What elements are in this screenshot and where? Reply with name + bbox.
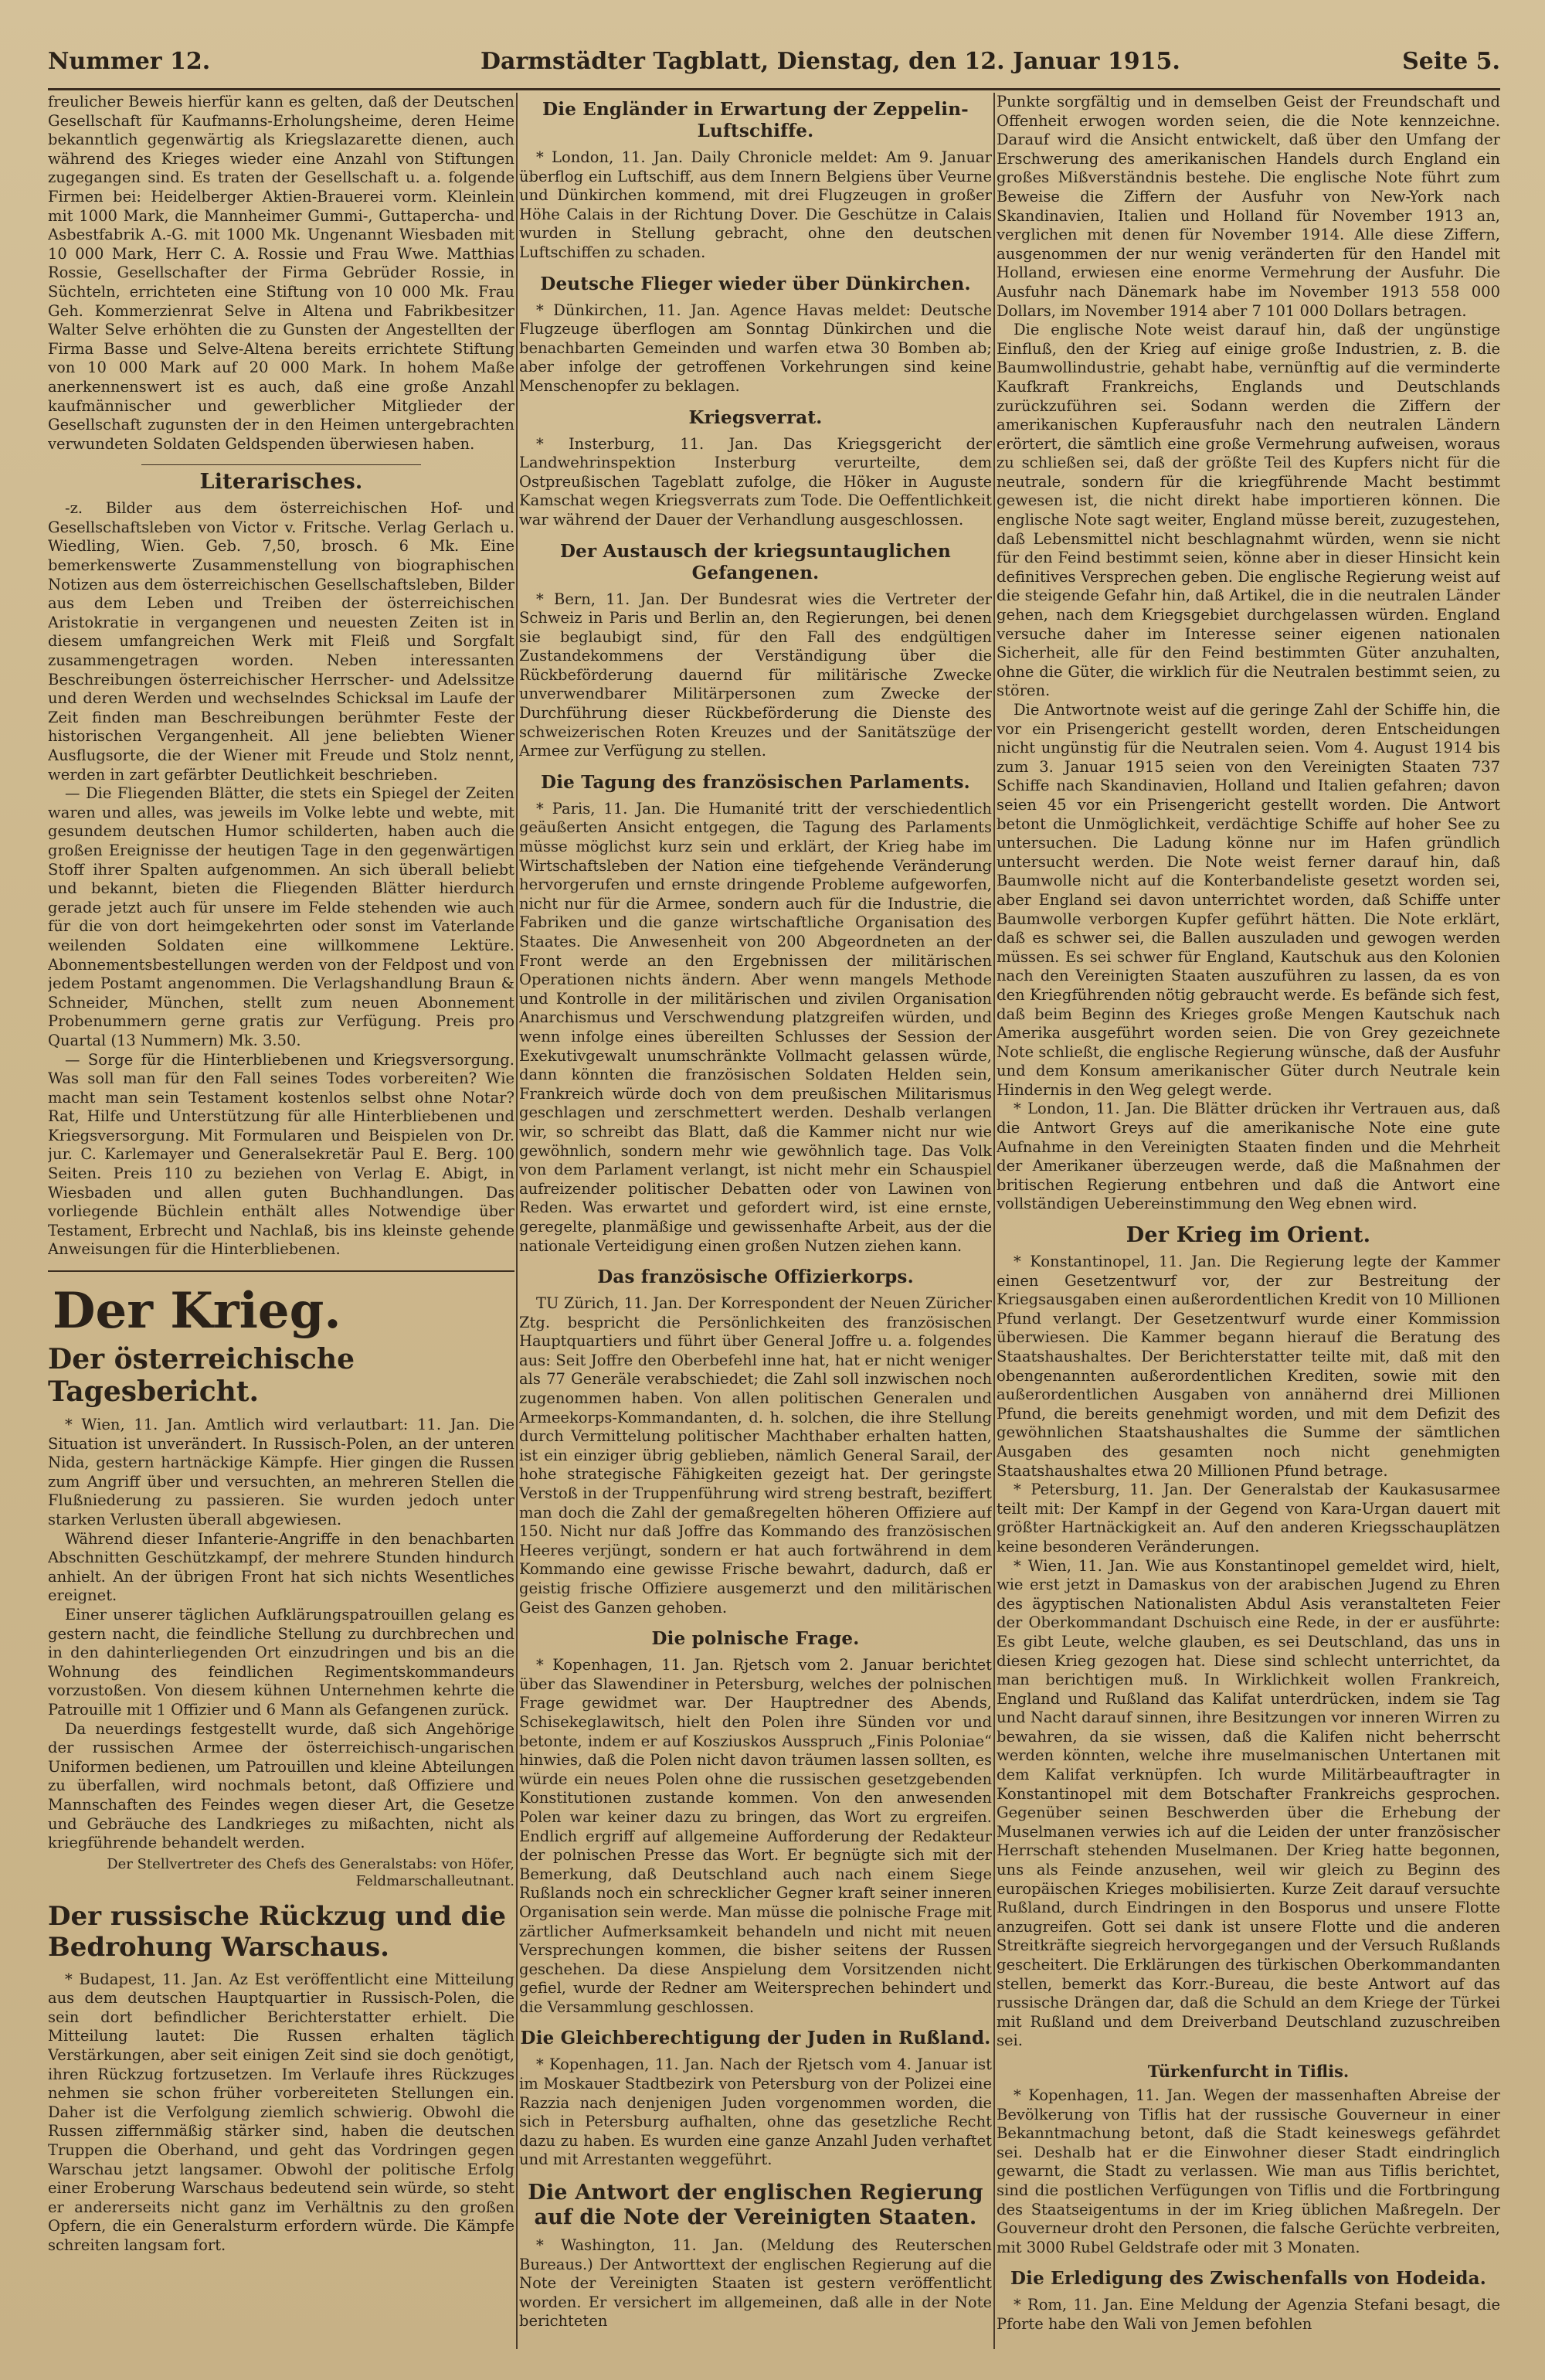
article-heading: Deutsche Flieger wieder über Dünkirchen.: [540, 273, 971, 294]
article-oesterreichischer-tagesbericht: [48, 1343, 514, 1890]
article-text: * Budapest, 11. Jan. Az Est veröffentlicht eine Mitteilung aus dem deutschen Hauptquartier in Russisch-Polen, die sein dort befindlicher Berichterstatter erhielt. Die Mitteilung lautet: Die Russen erhalten täglich Verstärkungen, aber seit einigen Zeit sind sie doch genötigt, ihren Rückzug fortzusetzen. Im Verlaufe ihres Rückzuges nehmen sie schon früher vorbereiteten Stellungen ein. Daher ist die Verfolgung ziemlich schwierig. Obwohl die Russen ziffernmäßig stärker sind, haben die deutschen Truppen die Oberhand, und geht das Vordringen gegen Warschau jetzt langsamer. Obwohl der politische Erfolg einer Eroberung Warschaus bedeutend sein würde, so steht er andererseits nicht ganz im Verhältnis zu den großen Opfern, die ein Generalsturm erfordern würde. Die Kämpfe schreiten langsam fort.: [48, 1970, 514, 2254]
article-text: * Paris, 11. Jan. Die Humanité tritt der verschiedentlich geäußerten Ansicht entgegen, die Tagung des Parlaments müsse möglichst kurz sein und erklärt, der Krieg habe im Wirtschaftsleben der Nation eine tiefgehende Veränderung hervorgerufen und ernste dringende Probleme aufgeworfen, nicht nur für die Armee, sondern auch für die Industrie, die Fabriken und die ganze wirtschaftliche Organisation des Staates. Die Anwesenheit von 200 Abgeordneten an der Front werde an den Ergebnissen der militärischen Operationen nichts ändern. Aber wenn mangels Methode und Kontrolle in der militärischen und zivilen Organisation Anarchismus und Verschwendung platzgreifen würden, und wenn infolge eines übereilten Schlusses der Session der Exekutivgewalt unumschränkte Vollmacht gelassen würde, dann könnten die französischen Soldaten Helden sein, Frankreich würde doch von dem preußischen Militarismus geschlagen und zerschmettert werden. Deshalb verlangen wir, so schreibt das Blatt, daß die Kammer nicht nur wie gewöhnlich, sondern mehr wie gewöhnlich tage. Das Volk von dem Parlament verlangt, ist nicht mehr ein Schauspiel aufreizender politischer Debatten oder von Lawinen von Reden. Was erwartet und gefordert wird, ist eine ernste, geregelte, planmäßige und gewissenhafte Arbeit, aus der die nationale Verteidigung einen großen Nutzen ziehen kann.: [519, 799, 992, 1255]
article-text: * Kopenhagen, 11. Jan. Wegen der massenhaften Abreise der Bevölkerung von Tiflis hat der russische Gouverneur in einer Bekanntmachung betont, daß die Stadt keineswegs gefährdet sei. Deshalb hat er die Einwohner dieser Stadt eindringlich gewarnt, die Stadt zu verlassen. Wie man aus Tiflis berichtet, sind die postlichen Verfügungen von Tiflis und die Fortbringung des Staatseigentums in der im Krieg üblichen Maßregeln. Der Gouverneur droht den Personen, die falsche Gerüchte verbreiten, mit 3000 Rubel Geldstrafe oder mit 3 Monaten.: [997, 2086, 1500, 2256]
article-text: * Kopenhagen, 11. Jan. Rjetsch vom 2. Januar berichtet über das Slawendiner in Petersburg, welches der polnischen Frage gewidmet war. Der Hauptredner des Abends, Schisekeglawitsch, hielt den Polen ihre Sünden vor und betonte, indem er auf Kosziuskos Ausspruch „Finis Poloniae“ hinwies, daß die Polen nicht davon träumen lassen sollten, es würde ein neues Polen ohne die russischen gesetzgebenden Konstitutionen zustande kommen. Von den anwesenden Polen war keiner dazu zu bringen, das Wort zu ergreifen. Endlich ergriff auf allgemeine Aufforderung der Redakteur der polnischen Presse das Wort. Er begnügte sich mit der Bemerkung, daß Deutschland auch nach einem Siege Rußlands noch ein schrecklicher Gegner kraft seiner inneren Organisation sein werde. Man müsse die polnische Frage mit zärtlicher Aufmerksamkeit behandeln und nicht mit neuen Versprechungen kommen, die bisher seitens der Russen geschehen. Da diese Anspielung dem Vorsitzenden nicht gefiel, wurde der Redner am Weitersprechen behindert und die Versammlung geschlossen.: [519, 1656, 992, 2016]
article-juden: [519, 2028, 992, 2170]
column-rule-2: [993, 93, 995, 2349]
masthead: Darmstädter Tagblatt, Dienstag, den 12. Januar 1915.: [480, 48, 1180, 75]
page-header: [48, 45, 1500, 90]
article-heading: Der Austausch der kriegsuntauglichen Gefangenen.: [560, 540, 951, 583]
column-2: [519, 93, 992, 2349]
article-text: Die Antwortnote weist auf die geringe Zahl der Schiffe hin, die vor ein Prisengericht gestellt worden, deren Entscheidungen nicht ungünstig für die Neutralen seien. Vom 4. August 1914 bis zum 3. Januar 1915 seien von den Vereinigten Staaten 737 Schiffe nach Skandinavien, Holland und Italien gefahren; davon seien 45 vor ein Prisengericht gestellt worden. Die Antwort betont die Unmöglichkeit, verdächtige Schiffe auf hoher See zu untersuchen. Die Ladung könne nur im Hafen gründlich untersucht werden. Die Note weist ferner darauf hin, daß Baumwolle nicht auf die Konterbandeliste gesetzt worden sei, aber England sei davon unterrichtet worden, daß Schiffe unter Baumwolle verborgen Kupfer geführt hätten. Die Note erklärt, daß es schwer sei, die Ballen auszuladen und gewogen werden müssen. Es sei schwer für England, Kautschuk aus den Kolonien nach den Vereinigten Staaten auszuführen zu lassen, da es von den Kriegführenden nötig gebraucht werde. Es befände sich fest, daß beim Beginn des Krieges große Mengen Kautschuk nach Amerika ausgeführt worden seien. Die von Grey gezeichnete Note schließt, die englische Regierung wünsche, daß der Ausfuhr und dem Konsum amerikanischer Güter durch Neutrale kein Hindernis in den Weg gelegt werde.: [997, 701, 1500, 1099]
article-text: Die englische Note weist darauf hin, daß der ungünstige Einfluß, den der Krieg auf einige große Industrien, z. B. die Baumwollindustrie, gehabt habe, vernünftig auf die verminderte Kaufkraft Frankreichs, Englands und Deutschlands zurückzuführen sei. Sodann werden die Ziffern der amerikanischen Kupferausfuhr nach den neutralen Ländern erörtert, die sämtlich eine große Vermehrung aufweisen, woraus zu schließen sei, daß der größte Teil des Kupfers nicht für die neutrale, sondern für die kriegführende Macht bestimmt gewesen ist, die nicht direkt habe importieren können. Die englische Note sagt weiter, England müsse bereit, zuzugestehen, daß Lebensmittel nicht beschlagnahmt würden, wenn sie nicht für den Feind bestimmt seien, könne aber in dieser Hinsicht kein definitives Versprechen geben. Die englische Regierung weist auf die steigende Gefahr hin, daß Artikel, die in die neutralen Länder gehen, nach dem Kriegsgebiet durchgelassen würden. England versuche daher im Interesse seiner eigenen nationalen Sicherheit, alle für den Feind bestimmten Güter anzuhalten, ohne die Güter, die wirklich für die Neutralen bestimmt seien, zu stören.: [997, 321, 1500, 700]
article-heading: Die Erledigung des Zwischenfalls von Hodeida.: [1010, 2268, 1486, 2290]
article-text: Punkte sorgfältig und in demselben Geist der Freundschaft und Offenheit erwogen worden seien, die die Note kennzeichne. Darauf wird die Ansicht entwickelt, daß über den Umfang der Erschwerung des amerikanischen Handels durch England ein großes Mißverständnis bestehe. Die englische Note führt zum Beweise die Ziffern der Ausfuhr von New-York nach Skandinavien, Italien und Holland für November 1913 an, verglichen mit denen für November 1914. Alle diese Ziffern, ausgenommen der nur wenig veränderten für den Handel mit Holland, erwiesen eine enorme Vermehrung der Ausfuhr. Die Ausfuhr nach Dänemark habe im November 1913 558 000 Dollars, im November 1914 aber 7 101 000 Dollars betragen.: [997, 93, 1500, 320]
article-antwort-note-continued: [997, 93, 1500, 1214]
article-flieger: [519, 274, 992, 396]
article-heading: Der österreichische Tagesbericht.: [48, 1343, 355, 1409]
article-text: freulicher Beweis hierfür kann es gelten, daß der Deutschen Gesellschaft für Kaufmanns-Erholungsheime, deren Heime bekanntlich gegenwärtig als Kriegslazarette dienen, auch während des Krieges wieder eine Anzahl von Stiftungen zugegangen sind. Es traten der Gesellschaft u. a. folgende Firmen bei: Heidelberger Aktien-Brauerei vorm. Kleinlein mit 1000 Mark, die Mannheimer Gummi-, Guttapercha- und Asbestfabrik A.-G. mit 1000 Mk. Ungenannt Wiesbaden mit 10 000 Mark, Herr C. A. Rossie und Frau Wwe. Matthias Rossie, Gesellschafter der Firma Gebrüder Rossie, in Süchteln, errichteten eine Stiftung von 10 000 Mk. Frau Geh. Kommerzienrat Selve in Altena und Fabrikbesitzer Walter Selve erhöhten die zu Gunsten der Angestellten der Firma Basse und Selve-Altena bereits errichtete Stiftung von 10 000 Mark auf 20 000 Mark. In hohem Maße anerkennenswert ist es auch, daß eine große Anzahl kaufmännischer und gewerblicher Mitglieder der Gesellschaft zugunsten der in den Heimen untergebrachten verwundeten Soldaten Geldspenden überwiesen haben.: [48, 93, 514, 453]
article-heading: Der russische Rückzug und die Bedrohung Warschaus.: [48, 1900, 506, 1963]
article-heading: Die Tagung des französischen Parlaments.: [541, 771, 970, 793]
divider: [141, 464, 421, 465]
article-text: * Petersburg, 11. Jan. Der Generalstab der Kaukasusarmee teilt mit: Der Kampf in der Gegend von Kara-Urgan dauert mit größter Hartnäckigkeit an. Auf den anderen Kriegsschauplätzen keine besonderen Veränderungen.: [997, 1481, 1500, 1556]
article-heading: Kriegsverrat.: [688, 406, 823, 428]
article-text: * Konstantinopel, 11. Jan. Die Regierung legte der Kammer einen Gesetzentwurf vor, der zur Bestreitung der Kriegsausgaben einen außerordentlichen Kredit von 10 Millionen Pfund verlangt. Der Gesetzentwurf wurde einer Kommission überwiesen. Die Kammer begann hierauf die Beratung des Staatshaushaltes. Der Berichterstatter teilte mit, daß mit den obengenannten außerordentlichen Krediten, sowie mit den außerordentlichen Ausgaben von annähernd drei Millionen Pfund, die bereits genehmigt worden, und mit dem Defizit des gewöhnlichen Staatshaushaltes die Summe der sämtlichen Ausgaben des gesamten noch nicht genehmigten Staatshaushaltes etwa 20 Millionen Pfund betrage.: [997, 1253, 1500, 1480]
article-heading: Die Gleichberechtigung der Juden in Rußland.: [520, 2028, 991, 2049]
article-text: * Rom, 11. Jan. Eine Meldung der Agenzia Stefani besagt, die Pforte habe den Wali von Jemen befohlen: [997, 2296, 1500, 2333]
article-erholungsheime: [48, 93, 514, 454]
article-kriegsverrat: [519, 407, 992, 530]
article-literarisches: [48, 471, 514, 1260]
article-heading: Das französische Offizierkorps.: [597, 1266, 914, 1288]
article-parlament: [519, 772, 992, 1256]
article-text: Da neuerdings festgestellt wurde, daß sich Angehörige der russischen Armee der österreichisch-ungarischen Uniformen bedienen, um Patrouillen und kleine Abteilungen zu überfallen, wird nochmals betont, daß Offiziere und Mannschaften des Feindes wegen dieser Art, die Gesetze und Gebräuche des Landkrieges zu mißachten, nicht als kriegführende behandelt werden.: [48, 1719, 514, 1852]
article-polnische-frage: [519, 1628, 992, 2017]
column-rule-1: [516, 93, 518, 2349]
article-heading: Die polnische Frage.: [651, 1628, 860, 1650]
article-text: — Sorge für die Hinterbliebenen und Kriegsversorgung. Was soll man für den Fall seines Todes vorbereiten? Wie macht man sein Testament kostenlos selbst ohne Notar? Rat, Hilfe und Unterstützung für alle Hinterbliebenen und Kriegsversorgung. Mit Formularen und Beispielen von Dr. jur. C. Karlemayer und Generalsekretär Paul E. Berg. 100 Seiten. Preis 110 zu beziehen von Verlag E. Abigt, in Wiesbaden und allen guten Buchhandlungen. Das vorliegende Büchlein enthält alles Notwendige über Testament, Erbrecht und Nachlaß, bis ins kleinste gehende Anweisungen für die Hinterbliebenen.: [48, 1050, 514, 1259]
article-text: * Washington, 11. Jan. (Meldung des Reuterschen Bureaus.) Der Antworttext der englischen Regierung auf die Note der Vereinigten Staaten ist gestern veröffentlicht worden. Er versichert im allgemeinen, daß alle in der Note berichteten: [519, 2236, 992, 2331]
article-text: * Wien, 11. Jan. Amtlich wird verlautbart: 11. Jan. Die Situation ist unverändert. In Russisch-Polen, an der unteren Nida, gestern hartnäckige Kämpfe. Hier gingen die Russen zum Angriff über und versuchten, an mehreren Stellen die Flußniederung zu passieren. Sie wurden jedoch unter starken Verlusten überall abgewiesen.: [48, 1416, 514, 1528]
article-antwort-note: [519, 2181, 992, 2331]
article-heading: Die Engländer in Erwartung der Zeppelin-Luftschiffe.: [542, 99, 969, 141]
article-austausch: [519, 541, 992, 761]
article-text: TU Zürich, 11. Jan. Der Korrespondent der Neuen Züricher Ztg. bespricht die Persönlichkeiten des französischen Hauptquartiers und führt über General Joffre u. a. folgendes aus: Seit Joffre den Oberbefehl inne hat, hat er nicht weniger als 77 Generäle verabschiedet; die Zahl soll inzwischen noch zugenommen haben. Von allen politischen Generalen und Armeekorps-Kommandanten, d. h. solchen, die ihre Stellung durch Vermittelung politischer Machthaber erhalten hatten, ist ein einziger übrig geblieben, nämlich General Sarail, der hohe strategische Fähigkeiten gezeigt hat. Der geringste Verstoß in der Truppenführung wird streng bestraft, beziffert man doch die Zahl der gemaßregelten höheren Offiziere auf 150. Nicht nur daß Joffre das Kommando des französischen Heeres verjüngt, sondern er hat auch fortwährend in dem Kommando eine gewisse Frische bewahrt, dadurch, daß er geistig frische Offiziere ausgemerzt und den militärischen Geist des Ganzen gehoben.: [519, 1294, 992, 1617]
article-russischer-rueckzug: [48, 1901, 514, 2256]
article-text: Einer unserer täglichen Aufklärungspatrouillen gelang es gestern nacht, die feindliche Stellung zu durchbrechen und in den dahinterliegenden Ort einzudringen und bis an die Wohnung des feindlichen Regimentskommandeurs vorzustoßen. Von diesem kühnen Unternehmen kehrte die Patrouille mit 1 Offizier und 6 Mann als Gefangenen zurück.: [48, 1605, 514, 1719]
article-zeppelin: [519, 99, 992, 263]
article-krieg-im-orient: [997, 1225, 1500, 2051]
article-text: — Die Fliegenden Blätter, die stets ein Spiegel der Zeiten waren und alles, was jeweils im Volke lebte und webte, mit gesundem deutschen Humor schilderten, haben auch die großen Ereignisse der heutigen Tage in den gegenwärtigen Stoff ihrer Spalten aufgenommen. An sich überall beliebt und bekannt, bieten die Fliegenden Blätter hierdurch gerade jetzt auch für unsere im Felde stehenden wie auch für die von dort heimgekehrten oder sonst im Vaterlande weilenden Soldaten eine willkommene Lektüre. Abonnementsbestellungen werden von der Feldpost und von jedem Postamt angenommen. Die Verlagshandlung Braun & Schneider, München, stellt zum neuen Abonnement Probenummern gerne gratis zur Verfügung. Preis pro Quartal (13 Nummern) Mk. 3.50.: [48, 784, 514, 1049]
article-heading: Die Antwort der englischen Regierung auf die Note der Vereinigten Staaten.: [528, 2181, 983, 2230]
article-text: * London, 11. Jan. Die Blätter drücken ihr Vertrauen aus, daß die Antwort Greys auf die amerikanische Note eine gute Aufnahme in den Vereinigten Staaten finden und die Mehrheit der Amerikaner überzeugen werde, daß die Maßnahmen der britischen Regierung entbehren und daß die Antwort eine vollständigen Uebereinstimmung den Weg ebnen wird.: [997, 1100, 1500, 1213]
article-text: * London, 11. Jan. Daily Chronicle meldet: Am 9. Januar überflog ein Luftschiff, aus dem Innern Belgiens über Veurne und Dünkirchen kommend, mit drei Flugzeugen in großer Höhe Calais in der Richtung Dover. Die Geschütze in Calais wurden in Stellung gebracht, ohne den deutschen Luftschiffen zu schaden.: [519, 148, 992, 261]
article-heading: Türkenfurcht in Tiflis.: [1147, 2061, 1350, 2081]
article-text: * Wien, 11. Jan. Wie aus Konstantinopel gemeldet wird, hielt, wie erst jetzt in Damaskus von der arabischen Jugend zu Ehren des ägyptischen Nationalisten Abdul Asis veranstalteten Feier der Oberkommandant Dschuisch eine Rede, in der er ausführte: Es gibt Leute, welche glauben, es sei Deutschland, das uns in diesen Krieg gezogen hat. Diese sind schlecht unterrichtet, da man berichtigen muß. In Wirklichkeit wollen Frankreich, England und Rußland das Kalifat unterdrücken, indem sie Tag und Nacht darauf sinnen, ihre Besitzungen vor inneren Wirren zu bewahren, da sie wissen, daß die Kalifen nicht beherrscht werden könnten, welche ihre muselmanischen Untertanen mit dem Kalifat verknüpfen. Ich wurde Militärbeauftragter in Konstantinopel mit dem Botschafter Frankreichs gesprochen. Gegenüber seinen Beschwerden über die Erhebung der Muselmanen verwies ich auf die Leiden der unter französischer Herrschaft stehenden Muselmanen. Der Krieg hatte begonnen, uns als Feinde anzusehen, weil wir gleich zu Beginn des europäischen Krieges mobilisierten. Kurze Zeit darauf versuchte Rußland, durch Eindringen in den Bosporus und unsere Flotte anzugreifen. Gott sei dank ist unsere Flotte und die anderen Streitkräfte siegreich hervorgegangen und der Versuch Rußlands gescheitert. Die Erklärungen des türkischen Oberkommandanten stellen, bemerkt das Korr.-Bureau, die beste Antwort auf das russische Drängen dar, daß die Schuld an dem Kriege der Türkei mit Rußland und dem Dreiverband Deutschland zuzuschreiben sei.: [997, 1556, 1500, 2050]
article-text: * Bern, 11. Jan. Der Bundesrat wies die Vertreter der Schweiz in Paris und Berlin an, den Regierungen, bei denen sie beglaubigt sind, für den Fall des endgültigen Zustandekommens der Verständigung über die Rückbeförderung dauernd für militärische Zwecke unverwendbarer Militärpersonen zum Zwecke der Durchführung dieser Rückbeförderung die Dienste des schweizerischen Roten Kreuzes und der Sanitätszüge der Armee zur Verfügung zu stellen.: [519, 590, 992, 760]
article-text: * Kopenhagen, 11. Jan. Nach der Rjetsch vom 4. Januar ist im Moskauer Stadtbezirk von Petersburg von der Polizei eine Razzia nach denjenigen Juden vorgenommen worden, die sich in Petersburg aufhalten, ohne das gesetzliche Recht dazu zu haben. Es wurden eine ganze Anzahl Juden verhaftet und mit Arrestanten weggeführt.: [519, 2055, 992, 2169]
column-3: [997, 93, 1500, 2349]
article-heading: Der Krieg im Orient.: [1126, 1223, 1371, 1248]
page-number: Seite 5.: [1402, 48, 1500, 75]
column-1: [48, 93, 514, 2349]
article-text: Während dieser Infanterie-Angriffe in den benachbarten Abschnitten Geschützkampf, der mehrere Stunden hindurch anhielt. An der übrigen Front hat sich nichts Wesentliches ereignet.: [48, 1529, 514, 1605]
signature: Der Stellvertreter des Chefs des Generalstabs: von Höfer, Feldmarschalleutnant.: [107, 1855, 514, 1889]
divider: [48, 1270, 514, 1272]
article-text: * Insterburg, 11. Jan. Das Kriegsgericht der Landwehrinspektion Insterburg verurteilte, dem Ostpreußischen Tageblatt zufolge, die Höker in Auguste Kamschat wegen Kriegsverrats zum Tode. Die Oeffentlichkeit war während der Dauer der Verhandlung ausgeschlossen.: [519, 434, 992, 529]
article-hodeida: [997, 2268, 1500, 2334]
issue-number: Nummer 12.: [48, 48, 211, 75]
article-offizierkorps: [519, 1266, 992, 1617]
section-heading-literarisches: Literarisches.: [199, 470, 363, 495]
article-tiflis: [997, 2062, 1500, 2257]
article-text: * Dünkirchen, 11. Jan. Agence Havas meldet: Deutsche Flugzeuge überflogen am Sonntag Dünkirchen und die benachbarten Gemeinden und warfen etwa 30 Bomben ab; aber infolge der getroffenen Vorkehrungen sind keine Menschenopfer zu beklagen.: [519, 301, 992, 395]
article-text: -z. Bilder aus dem österreichischen Hof- und Gesellschaftsleben von Victor v. Fritsche. Verlag Gerlach u. Wiedling, Wien. Geb. 7,50, brosch. 6 Mk. Eine bemerkenswerte Zusammenstellung von biographischen Notizen aus dem österreichischen Gesellschaftsleben, Bilder aus dem Leben und Treiben der österreichischen Aristokratie in vergangenen und neuesten Zeiten ist in diesem umfangreichen Werk mit Fleiß und Sorgfalt zusammengetragen worden. Neben interessanten Beschreibungen österreichischer Herrscher- und Adelssitze und deren Werden und wechselndes Schicksal im Laufe der Zeit finden man Beschreibungen berühmter Feste der historischen Vergangenheit. All jene beliebten Wiener Ausflugsorte, die der Wiener mit Freude und Stolz nennt, werden in zart gefärbter Deutlichkeit beschrieben.: [48, 499, 514, 784]
section-heading-krieg: Der Krieg.: [53, 1282, 341, 1341]
